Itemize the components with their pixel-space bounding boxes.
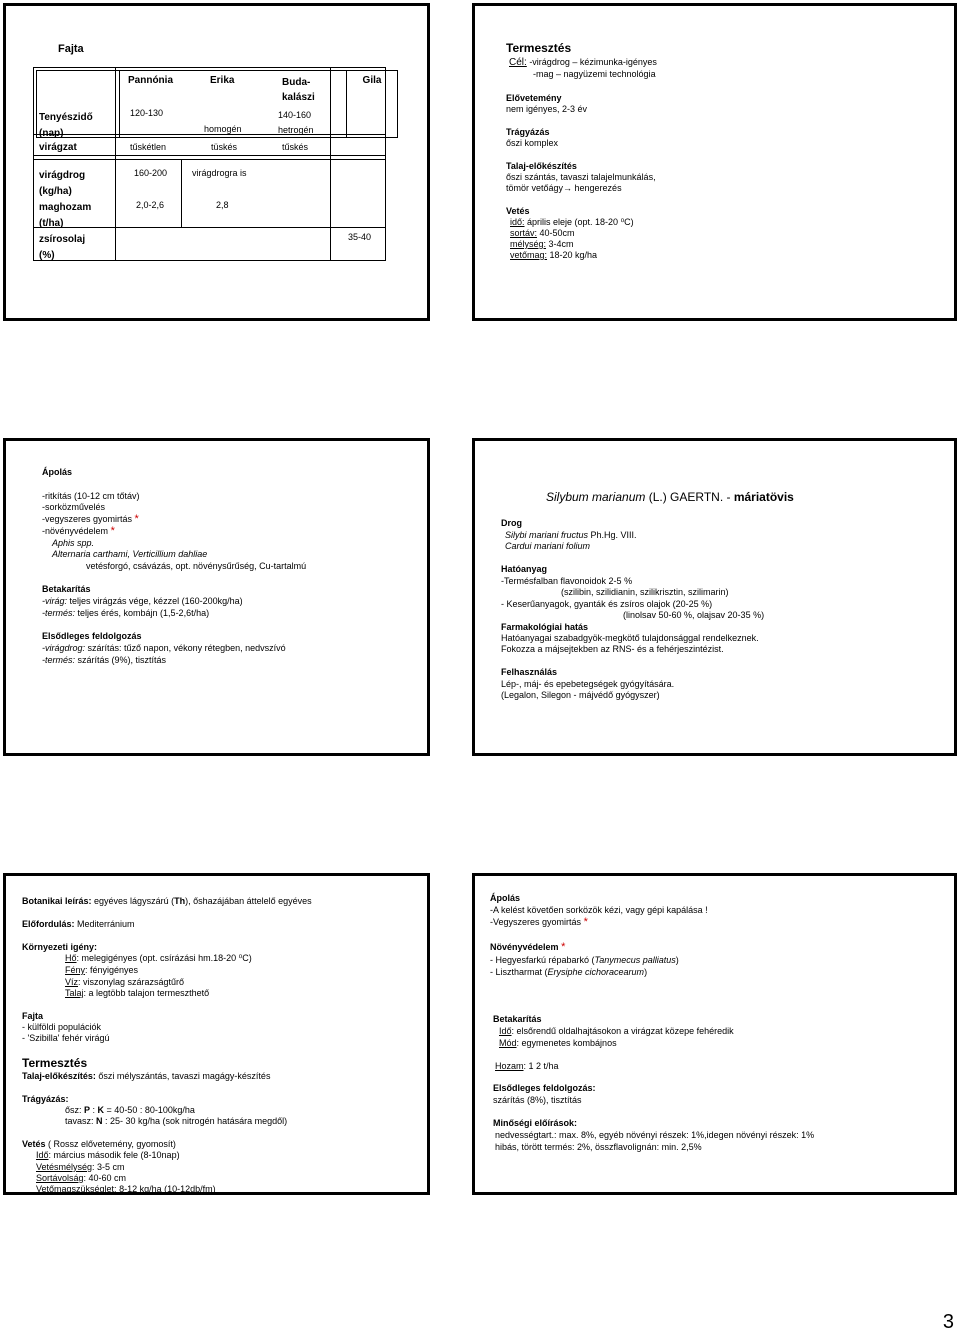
table-grid — [3, 3, 430, 321]
asterisk: * — [134, 513, 139, 525]
header-pannonia: Pannónia — [128, 75, 174, 86]
nutrient: N — [96, 1116, 103, 1126]
asterisk: * — [110, 525, 115, 537]
cell-value: 160-200 — [134, 168, 168, 178]
pest-latin: Erysiphe cichoracearum — [547, 967, 645, 977]
variety-line: - külföldi populációk — [22, 1022, 102, 1032]
sowing-detail — [36, 1173, 126, 1184]
processing-line: szárítás (8%), tisztítás — [493, 1095, 582, 1105]
care-line — [42, 514, 139, 525]
care-line — [42, 526, 115, 537]
sowing-line — [22, 1139, 176, 1150]
section-heading: Felhasználás — [501, 667, 558, 677]
active-line: - Keserűanyagok, gyanták és zsíros olajok (20-25 %) — [501, 599, 713, 609]
row-label: zsírosolaj (%) — [39, 234, 86, 261]
sep: : — [90, 1105, 98, 1115]
care-line: -ritkítás (10-12 cm tőtáv) — [42, 491, 140, 501]
section-heading: Betakarítás — [42, 584, 91, 594]
amount: = 40-50 : 80-100kg/ha — [104, 1105, 195, 1115]
sowing-time — [510, 217, 634, 228]
paren: ) — [675, 955, 679, 965]
row-label: Tenyészidő (nap) — [39, 112, 93, 139]
field-label: Idő — [499, 1026, 512, 1036]
slide-care-harvest — [472, 873, 957, 1195]
pharmacopoeia: Ph.Hg. VIII. — [588, 530, 637, 540]
slide-title: Ápolás — [42, 467, 73, 477]
env-line — [65, 977, 184, 988]
amount: : 25- 30 kg/ha (sok nitrogén hatására megdől) — [102, 1116, 288, 1126]
paren: ) — [644, 967, 648, 977]
header-budakalaszi: Buda- kalászi — [282, 77, 315, 103]
field-value: április eleje (opt. 18-20 ⁰C) — [524, 217, 634, 227]
life-form: Th — [174, 896, 186, 906]
harvest-line — [42, 596, 243, 607]
section-title: Termesztés — [22, 1056, 88, 1070]
sowing-detail — [36, 1150, 180, 1161]
slide-cultivation — [472, 3, 957, 321]
common-name: máriatövis — [733, 490, 794, 504]
slide-title: Fajta — [58, 43, 84, 55]
drug-name: Cardui mariani folium — [505, 541, 591, 551]
asterisk: * — [583, 916, 588, 928]
quality-line: hibás, törött termés: 2%, összflavolignán: min. 2,5% — [495, 1142, 702, 1152]
cell-value: homogén — [204, 124, 242, 134]
sowing-detail — [36, 1162, 125, 1173]
section-text: őszi komplex — [506, 138, 559, 148]
field-label: sortáv: — [510, 228, 538, 238]
protection-note: vetésforgó, csávázás, opt. növénysűrűség, Cu-tartalmú — [86, 561, 307, 571]
section-heading: Talaj-előkészítés — [506, 161, 577, 171]
occurrence-line — [22, 919, 135, 930]
harvest-line — [499, 1038, 617, 1049]
sowing-detail — [36, 1184, 216, 1195]
field-label: Hozam — [495, 1061, 524, 1071]
header-gila: Gila — [347, 71, 398, 138]
pest-latin: Tanymecus palliatus — [594, 955, 676, 965]
active-line: (linolsav 50-60 %, olajsav 20-35 %) — [623, 610, 765, 620]
fert-line — [65, 1105, 195, 1116]
section-heading: Fajta — [22, 1011, 44, 1021]
slide-botany-cultivation — [3, 873, 430, 1195]
field-label: mélység: — [510, 239, 547, 249]
cell-value: tűskétlen — [130, 142, 167, 152]
harvest-label: -termés: — [42, 608, 76, 618]
slide-title — [546, 490, 794, 504]
care-text: -Vegyszeres gyomirtás — [490, 917, 582, 927]
field-value: 3-4cm — [546, 239, 574, 249]
section-heading: Elővetemény — [506, 93, 562, 103]
harvest-text: teljes érés, kombájn (1,5-2,6t/ha) — [75, 608, 210, 618]
field-value: : 40-60 cm — [83, 1173, 127, 1183]
section-heading: Betakarítás — [493, 1014, 542, 1024]
env-line — [65, 988, 209, 999]
season: ősz: — [65, 1105, 85, 1115]
usage-line: (Legalon, Silegon - májvédő gyógyszer) — [501, 690, 660, 700]
field-label: Fény — [65, 965, 86, 975]
row-label: maghozam (t/ha) — [39, 202, 92, 229]
slide-silybum — [472, 438, 957, 756]
pharm-line: Hatóanyagai szabadgyök-megkötő tulajdonsággal rendelkeznek. — [501, 633, 759, 643]
care-line: -sorközművelés — [42, 502, 106, 512]
author: (L.) GAERTN. - — [645, 490, 734, 504]
field-value: Mediterránium — [74, 919, 135, 929]
fert-line — [65, 1116, 287, 1127]
field-value: 18-20 kg/ha — [547, 250, 598, 260]
field-value: ( Rossz elővetemény, gyomosít) — [45, 1139, 176, 1149]
processing-label: -virágdrog: — [42, 643, 86, 653]
processing-text: szárítás (9%), tisztítás — [75, 655, 167, 665]
harvest-line — [499, 1026, 734, 1037]
drug-name: Silybi mariani fructus — [505, 530, 589, 540]
field-value: : elsőrendű oldalhajtásokon a virágzat közepe fehéredik — [511, 1026, 734, 1036]
field-label: Botanikai leírás: — [22, 896, 92, 906]
slide-title: Termesztés — [506, 41, 572, 55]
field-label: Vetésmélység — [36, 1162, 93, 1172]
goal-2: -mag – nagyüzemi technológia — [533, 69, 656, 79]
active-line: -Termésfalban flavonoidok 2-5 % — [501, 576, 633, 586]
cell-value: tűskés — [282, 142, 309, 152]
harvest-line — [42, 608, 209, 619]
field-label: Talaj-előkészítés: — [22, 1071, 96, 1081]
pharm-line: Fokozza a májsejtekben az RNS- és a fehérjeszintézist. — [501, 644, 724, 654]
harvest-text: teljes virágzás vége, kézzel (160-200kg/ha) — [67, 596, 243, 606]
section-heading: Farmakológiai hatás — [501, 622, 589, 632]
harvest-label: -virág: — [42, 596, 68, 606]
section-heading: Környezeti igény: — [22, 942, 98, 952]
usage-line: Lép-, máj- és epebetegségek gyógyítására. — [501, 679, 675, 689]
field-label: Víz — [65, 977, 79, 987]
care-text: -növényvédelem — [42, 526, 109, 536]
slide-variety-table — [3, 3, 430, 321]
field-value: egyéves lágyszárú ( — [91, 896, 175, 906]
yield-line — [495, 1061, 559, 1072]
processing-line — [42, 655, 166, 666]
section-heading: Elsődleges feldolgozás: — [493, 1083, 596, 1093]
field-label: Sortávolság — [36, 1173, 84, 1183]
heading-text: Növényvédelem — [490, 942, 559, 952]
header-erika: Erika — [210, 75, 235, 86]
field-label: idő: — [510, 217, 525, 227]
cell-value: 2,8 — [216, 200, 229, 210]
cell-value: 35-40 — [348, 232, 372, 242]
field-value: ), őshazájában áttelelő egyéves — [185, 896, 312, 906]
field-value: : a legtöbb talajon termeszthető — [83, 988, 210, 998]
section-text: nem igényes, 2-3 év — [506, 104, 588, 114]
cell-value: 2,0-2,6 — [136, 200, 165, 210]
goal-label: Cél: — [509, 57, 527, 68]
field-value: : 1 2 t/ha — [523, 1061, 559, 1071]
cell-value: virágdrogra is — [192, 168, 247, 178]
quality-line: nedvességtart.: max. 8%, egyéb növényi részek: 1%,idegen növényi részek: 1% — [495, 1130, 815, 1140]
goal-line-1 — [509, 57, 657, 68]
nutrient: P — [84, 1105, 91, 1115]
processing-text: szárítás: tűző napon, vékony rétegben, nedvszívó — [85, 643, 286, 653]
field-label: Előfordulás: — [22, 919, 75, 929]
section-text: őszi szántás, tavaszi talajelmunkálás, — [506, 172, 656, 182]
disease-name: Alternaria carthami, Verticillium dahliae — [52, 549, 208, 559]
field-value: : melegigényes (opt. csírázási hm.18-20 ⁰C) — [76, 953, 252, 963]
sowing-depth — [510, 239, 574, 250]
env-line — [65, 953, 252, 964]
field-label: Mód — [499, 1038, 517, 1048]
field-value: : egymenetes kombájnos — [516, 1038, 617, 1048]
section-heading: Trágyázás — [506, 127, 550, 137]
field-label: Vetőmagszükséglet: — [36, 1184, 117, 1194]
care-line: -A kelést követően sorközök kézi, vagy gépi kapálása ! — [490, 905, 708, 915]
variety-line: - 'Szibilla' fehér virágú — [22, 1033, 110, 1043]
page-number: 3 — [942, 1311, 954, 1333]
protection-heading — [490, 942, 565, 953]
section-heading: Vetés — [506, 206, 530, 216]
field-value: őszi mélyszántás, tavaszi magágy-készítés — [95, 1071, 271, 1081]
botany-line — [22, 896, 312, 907]
active-line: (szilibin, szilidianin, szilikrisztin, szilimarin) — [561, 587, 729, 597]
field-label: Hő — [65, 953, 77, 963]
seed-amount — [510, 250, 597, 261]
care-text: -vegyszeres gyomirtás — [42, 514, 133, 524]
goal-1: -virágdrog – kézimunka-igényes — [529, 57, 657, 67]
field-value: : 3-5 cm — [92, 1162, 125, 1172]
field-label: Talaj — [65, 988, 84, 998]
pest-common: - Hegyesfarkú répabarkó ( — [490, 955, 595, 965]
env-line — [65, 965, 138, 976]
pest-name: Aphis spp. — [52, 538, 95, 548]
asterisk: * — [561, 941, 566, 953]
row-spacing — [510, 228, 575, 239]
field-value: : fényigényes — [85, 965, 139, 975]
latin-name: Silybum marianum — [546, 490, 646, 504]
pest-line — [490, 967, 647, 978]
field-label: vetőmag: — [510, 250, 548, 260]
drug-line — [505, 530, 637, 541]
field-label: Vetés — [22, 1139, 46, 1149]
field-value: : viszonylag szárazságtűrő — [78, 977, 185, 987]
section-heading: Drog — [501, 518, 522, 528]
section-text: tömör vetőágy→ hengerezés — [506, 183, 622, 193]
field-label: Idő — [36, 1150, 49, 1160]
section-heading: Ápolás — [490, 893, 521, 903]
section-heading: Hatóanyag — [501, 564, 548, 574]
pest-common: - Lisztharmat ( — [490, 967, 548, 977]
cell-value: 140-160 hetrogén — [278, 110, 314, 135]
season: tavasz: — [65, 1116, 97, 1126]
soil-prep-line — [22, 1071, 270, 1082]
field-value: 8-12 kg/ha (10-12db/fm) — [116, 1184, 216, 1194]
row-label: virágzat — [39, 142, 77, 153]
section-heading: Minőségi előírások: — [493, 1118, 578, 1128]
cell-value: 120-130 — [130, 108, 164, 118]
cell-value: tüskés — [211, 142, 238, 152]
care-line — [490, 917, 588, 928]
section-heading: Trágyázás: — [22, 1094, 69, 1104]
row-label: virágdrog (kg/ha) — [39, 170, 86, 197]
slide-care — [3, 438, 430, 756]
processing-label: -termés: — [42, 655, 76, 665]
processing-line — [42, 643, 286, 654]
nutrient: K — [97, 1105, 105, 1115]
field-value: 40-50cm — [537, 228, 575, 238]
field-value: : március második fele (8-10nap) — [48, 1150, 180, 1160]
section-heading: Elsődleges feldolgozás — [42, 631, 142, 641]
pest-line — [490, 955, 679, 966]
